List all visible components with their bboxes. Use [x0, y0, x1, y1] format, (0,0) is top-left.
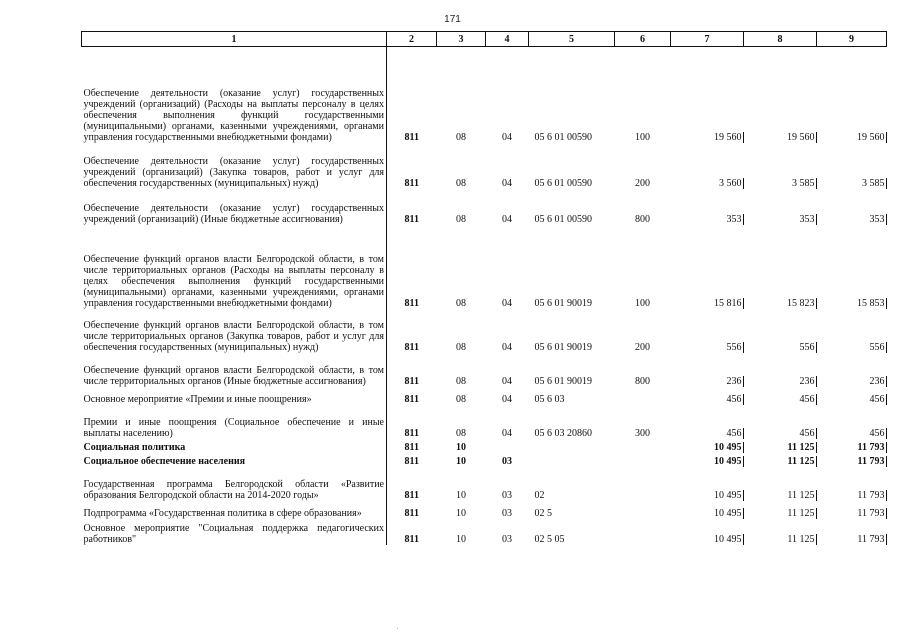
row-expense-type: [615, 467, 671, 501]
row-amount-year-1: 353: [726, 213, 742, 225]
row-amount-year-3: 236: [869, 375, 885, 387]
row-description: Государственная программа Белгородской области «Развитие образования Белгородской области на 2014-2020 годы»: [82, 467, 387, 501]
budget-table: [81, 31, 887, 545]
row-expense-type: 200: [635, 341, 650, 353]
row-amount-year-1: 3 560: [719, 177, 742, 189]
table-row: [82, 439, 887, 453]
row-amount-year-2-cell: [744, 501, 817, 519]
row-amount-year-1-cell: [671, 453, 744, 467]
row-amount-year-3-cell: [817, 47, 887, 143]
row-amount-year-1-cell: [671, 519, 744, 545]
row-amount-year-3-cell: [817, 387, 887, 405]
header-col-4: 4: [486, 32, 529, 47]
row-amount-year-3: 11 793: [857, 507, 885, 519]
row-amount-year-2: 15 823: [787, 297, 815, 309]
row-target-article: [529, 439, 615, 453]
row-target-article: 05 6 03: [534, 393, 565, 405]
row-section: 10: [456, 455, 466, 467]
row-amount-year-1-cell: [671, 405, 744, 439]
row-target-article: 05 6 01 90019: [534, 375, 592, 387]
row-amount-year-1: 15 816: [714, 297, 742, 309]
row-admin-code: 811: [404, 507, 419, 519]
row-admin-code: 811: [404, 213, 419, 225]
row-amount-year-2: 11 125: [787, 441, 815, 453]
row-expense-type: [615, 519, 671, 545]
row-amount-year-1: 10 495: [714, 441, 742, 453]
row-description: Основное мероприятие «Премии и иные поощрения»: [82, 387, 387, 405]
row-amount-year-3: 456: [869, 393, 885, 405]
row-amount-year-3: 15 853: [857, 297, 885, 309]
row-admin-code: 811: [404, 455, 419, 467]
row-amount-year-3: 11 793: [857, 441, 885, 453]
row-amount-year-2-cell: [744, 309, 817, 353]
row-amount-year-2: 236: [799, 375, 815, 387]
row-amount-year-2: 456: [799, 393, 815, 405]
row-admin-code: 811: [404, 297, 419, 309]
row-amount-year-2-cell: [744, 405, 817, 439]
scan-mark: ·: [396, 624, 399, 633]
row-section: 08: [456, 131, 466, 143]
row-description: Социальное обеспечение населения: [82, 453, 387, 467]
row-description: Обеспечение деятельности (оказание услуг) государственных учреждений (организаций) (Расходы на выплаты персоналу в целях обеспечения выполнения функций государственными (муниципальными) органами, казенными учреждениями, органами управления государственными внебюджетными фондами): [82, 47, 387, 143]
table-row: [82, 405, 887, 439]
table-row: [82, 519, 887, 545]
row-amount-year-1: 10 495: [714, 489, 742, 501]
row-expense-type: [615, 439, 671, 453]
row-section: 08: [456, 341, 466, 353]
table-row: [82, 143, 887, 189]
row-amount-year-2-cell: [744, 47, 817, 143]
row-subsection: 04: [502, 297, 512, 309]
header-col-1: 1: [82, 32, 387, 47]
header-col-8: 8: [744, 32, 817, 47]
row-target-article: 05 6 01 00590: [534, 177, 592, 189]
row-amount-year-1: 456: [726, 427, 742, 439]
row-amount-year-3-cell: [817, 501, 887, 519]
row-amount-year-1: 19 560: [714, 131, 742, 143]
row-amount-year-3-cell: [817, 309, 887, 353]
table-row: [82, 467, 887, 501]
row-description: Премии и иные поощрения (Социальное обеспечение и иные выплаты населению): [82, 405, 387, 439]
row-amount-year-3-cell: [817, 453, 887, 467]
row-amount-year-1-cell: [671, 189, 744, 225]
table-row: [82, 309, 887, 353]
row-amount-year-3-cell: [817, 405, 887, 439]
row-section: 10: [456, 489, 466, 501]
row-description: Социальная политика: [82, 439, 387, 453]
row-amount-year-2-cell: [744, 439, 817, 453]
row-admin-code: 811: [404, 393, 419, 405]
row-subsection: 04: [502, 131, 512, 143]
row-admin-code: 811: [404, 341, 419, 353]
header-col-2: 2: [387, 32, 437, 47]
table-body: [82, 47, 887, 545]
row-admin-code: 811: [404, 441, 419, 453]
row-section: 08: [456, 393, 466, 405]
row-amount-year-1: 10 495: [714, 507, 742, 519]
table-row: [82, 387, 887, 405]
row-description: Подпрограмма «Государственная политика в сфере образования»: [82, 501, 387, 519]
row-amount-year-1-cell: [671, 309, 744, 353]
header-col-3: 3: [437, 32, 486, 47]
row-description: Обеспечение функций органов власти Белгородской области, в том числе территориальных органов (Закупка товаров, работ и услуг для обеспечения государственных (муниципальных) нужд): [82, 309, 387, 353]
table-row: [82, 353, 887, 387]
row-subsection: 04: [502, 341, 512, 353]
row-amount-year-1: 236: [726, 375, 742, 387]
row-expense-type: 800: [635, 375, 650, 387]
row-amount-year-3-cell: [817, 189, 887, 225]
table-row: [82, 47, 887, 143]
row-amount-year-2: 11 125: [787, 489, 815, 501]
row-amount-year-2: 456: [799, 427, 815, 439]
row-amount-year-2-cell: [744, 189, 817, 225]
row-target-article: 05 6 01 00590: [534, 131, 592, 143]
row-description: Обеспечение функций органов власти Белгородской области, в том числе территориальных органов (Расходы на выплаты персоналу в целях обеспечения выполнения функций государственными (муниципальными) органами, казенными учреждениями, органами управления государственными внебюджетными фондами): [82, 225, 387, 309]
row-section: 10: [456, 441, 466, 453]
row-amount-year-3: 11 793: [857, 533, 885, 545]
row-expense-type: [615, 453, 671, 467]
row-subsection: 04: [502, 177, 512, 189]
header-col-9: 9: [817, 32, 887, 47]
header-row: [82, 32, 887, 47]
table-row: [82, 225, 887, 309]
row-amount-year-2: 11 125: [787, 533, 815, 545]
row-section: 10: [456, 533, 466, 545]
row-amount-year-2-cell: [744, 467, 817, 501]
row-description: Обеспечение функций органов власти Белгородской области, в том числе территориальных органов (Иные бюджетные ассигнования): [82, 353, 387, 387]
row-amount-year-2-cell: [744, 225, 817, 309]
row-expense-type: [615, 501, 671, 519]
row-amount-year-3: 353: [869, 213, 885, 225]
row-amount-year-1-cell: [671, 47, 744, 143]
row-description: Обеспечение деятельности (оказание услуг) государственных учреждений (организаций) (Иные бюджетные ассигнования): [82, 189, 387, 225]
row-target-article: 05 6 01 00590: [534, 213, 592, 225]
row-section: 10: [456, 507, 466, 519]
row-amount-year-2: 11 125: [787, 507, 815, 519]
row-amount-year-1-cell: [671, 439, 744, 453]
row-amount-year-3: 19 560: [857, 131, 885, 143]
row-amount-year-3: 3 585: [862, 177, 885, 189]
row-expense-type: 800: [635, 213, 650, 225]
row-expense-type: 100: [635, 131, 650, 143]
row-admin-code: 811: [404, 177, 419, 189]
row-amount-year-2: 3 585: [792, 177, 815, 189]
row-target-article: [529, 453, 615, 467]
row-amount-year-1-cell: [671, 501, 744, 519]
row-expense-type: 100: [635, 297, 650, 309]
row-amount-year-3-cell: [817, 225, 887, 309]
row-amount-year-3-cell: [817, 519, 887, 545]
row-section: 08: [456, 427, 466, 439]
header-col-6: 6: [615, 32, 671, 47]
row-amount-year-1-cell: [671, 353, 744, 387]
row-amount-year-3: 11 793: [857, 455, 885, 467]
row-amount-year-2: 11 125: [787, 455, 815, 467]
row-amount-year-1: 556: [726, 341, 742, 353]
row-target-article: 02 5: [534, 507, 552, 519]
row-admin-code: 811: [404, 427, 419, 439]
header-col-7: 7: [671, 32, 744, 47]
row-description: Основное мероприятие "Социальная поддержка педагогических работников": [82, 519, 387, 545]
row-section: 08: [456, 213, 466, 225]
row-section: 08: [456, 375, 466, 387]
row-amount-year-1: 456: [726, 393, 742, 405]
row-amount-year-1: 10 495: [714, 533, 742, 545]
row-amount-year-3-cell: [817, 467, 887, 501]
table-row: [82, 189, 887, 225]
row-amount-year-2: 556: [799, 341, 815, 353]
row-admin-code: 811: [404, 131, 419, 143]
row-admin-code: 811: [404, 533, 419, 545]
row-amount-year-3: 11 793: [857, 489, 885, 501]
header-col-5: 5: [529, 32, 615, 47]
row-section: 08: [456, 297, 466, 309]
row-amount-year-3-cell: [817, 439, 887, 453]
row-admin-code: 811: [404, 489, 419, 501]
row-amount-year-2-cell: [744, 353, 817, 387]
row-amount-year-1-cell: [671, 467, 744, 501]
row-amount-year-2: 19 560: [787, 131, 815, 143]
row-admin-code: 811: [404, 375, 419, 387]
row-amount-year-2-cell: [744, 453, 817, 467]
row-amount-year-3: 556: [869, 341, 885, 353]
row-expense-type: [615, 387, 671, 405]
row-target-article: 05 6 01 90019: [534, 297, 592, 309]
table-row: [82, 453, 887, 467]
row-amount-year-1-cell: [671, 387, 744, 405]
row-amount-year-3-cell: [817, 353, 887, 387]
row-subsection: 04: [502, 213, 512, 225]
row-subsection: 04: [502, 375, 512, 387]
row-amount-year-2: 353: [799, 213, 815, 225]
row-target-article: 02: [534, 489, 545, 501]
row-subsection: 03: [502, 455, 512, 467]
row-subsection: 03: [502, 489, 512, 501]
table-row: [82, 501, 887, 519]
row-subsection: 04: [502, 393, 512, 405]
row-description: Обеспечение деятельности (оказание услуг) государственных учреждений (организаций) (Закупка товаров, работ и услуг для обеспечения государственных (муниципальных) нужд): [82, 143, 387, 189]
row-section: 08: [456, 177, 466, 189]
row-subsection: 03: [502, 533, 512, 545]
row-amount-year-1: 10 495: [714, 455, 742, 467]
row-subsection: 04: [502, 427, 512, 439]
row-amount-year-1-cell: [671, 143, 744, 189]
row-amount-year-2-cell: [744, 519, 817, 545]
row-target-article: 05 6 03 20860: [534, 427, 592, 439]
row-amount-year-2-cell: [744, 387, 817, 405]
row-amount-year-3: 456: [869, 427, 885, 439]
row-target-article: 02 5 05: [534, 533, 565, 545]
row-amount-year-2-cell: [744, 143, 817, 189]
row-amount-year-3-cell: [817, 143, 887, 189]
page-number: 171: [444, 14, 461, 25]
row-subsection: [486, 439, 529, 453]
row-expense-type: 200: [635, 177, 650, 189]
row-target-article: 05 6 01 90019: [534, 341, 592, 353]
row-amount-year-1-cell: [671, 225, 744, 309]
row-expense-type: 300: [635, 427, 650, 439]
row-subsection: 03: [502, 507, 512, 519]
